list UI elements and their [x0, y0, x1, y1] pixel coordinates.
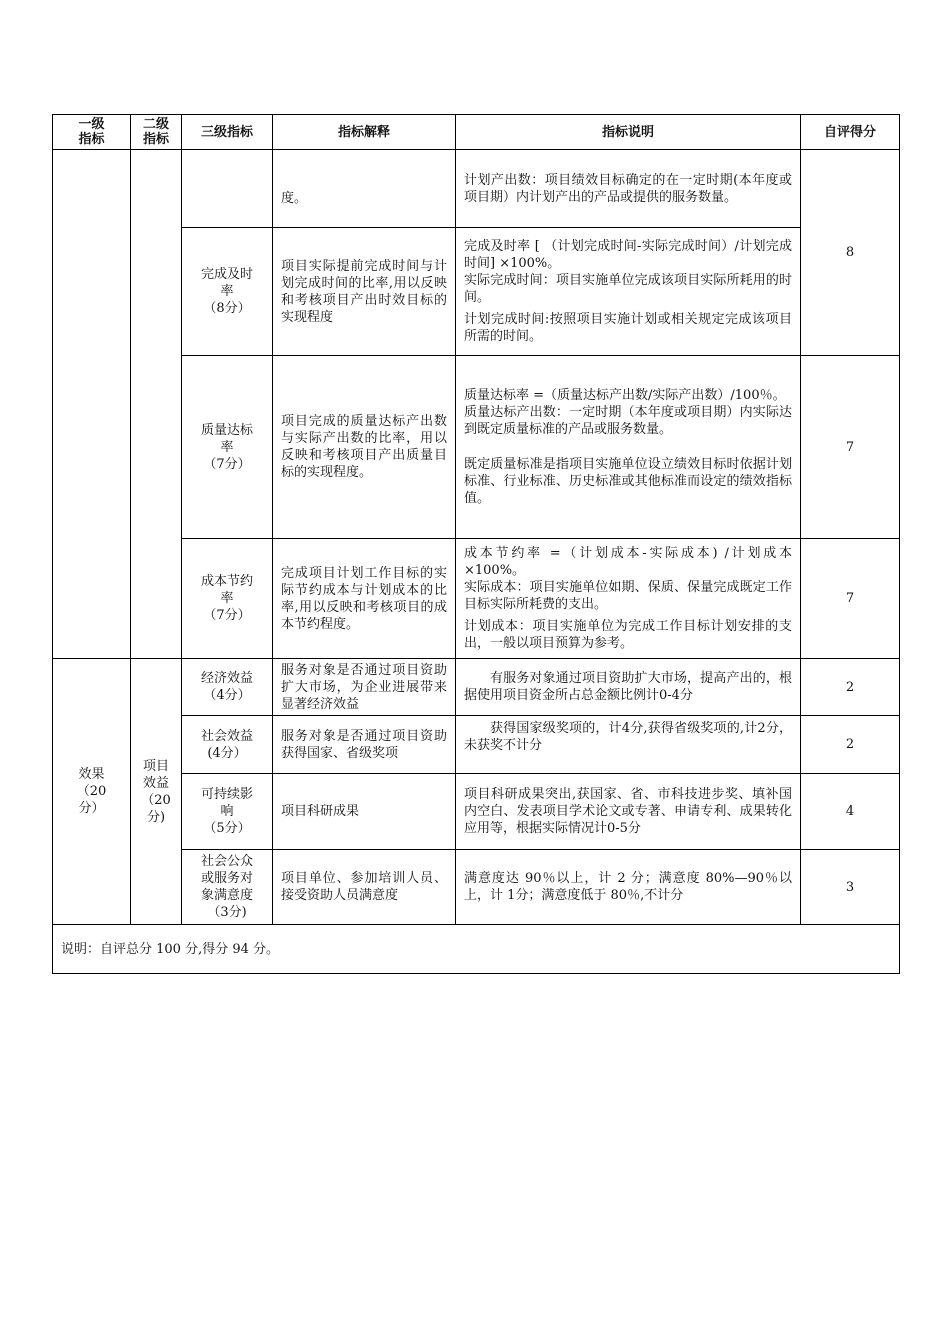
description-cell: 成本节约率 =（计划成本-实际成本) /计划成本×100%。 实际成本：项目实施单位如期、保质、保量完成既定工作目标实际所耗费的支出。 计划成本：项目实施单位为完成工作目标计划安排的支出，一般以项目预算为参考。	[456, 539, 801, 659]
explain-cell: 完成项目计划工作目标的实际节约成本与计划成本的比率,用以反映和考核项目的成本节约程度。	[273, 539, 456, 659]
header-level3: 三级指标	[182, 115, 273, 150]
explain-cell: 项目实际提前完成时间与计划完成时间的比率,用以反映和考核项目产出时效目标的实现程度	[273, 228, 456, 356]
description-cell: 计划产出数：项目绩效目标确定的在一定时期(本年度或项目期）内计划产出的产品或提供的服务数量。	[456, 150, 801, 228]
score-cell: 7	[801, 539, 900, 659]
level1-cell-empty	[53, 150, 131, 659]
score-cell: 2	[801, 659, 900, 716]
level2-cell: 项目 效益 （20 分)	[131, 659, 182, 925]
table-row	[53, 150, 900, 228]
score-cell: 4	[801, 774, 900, 850]
note-row	[53, 925, 900, 974]
description-cell: 完成及时率 [ （计划完成时间-实际完成时间）/计划完成时间] ×100%。 实际完成时间：项目实施单位完成该项目实际所耗用的时间。 计划完成时间:按照项目实施计划或相关规定完成该项目所需的时间。	[456, 228, 801, 356]
level3-cell-empty	[182, 150, 273, 228]
level3-cell: 社会效益 (4分）	[182, 716, 273, 774]
explain-cell: 项目科研成果	[273, 774, 456, 850]
score-cell: 3	[801, 850, 900, 925]
explain-cell: 项目完成的质量达标产出数与实际产出数的比率，用以反映和考核项目产出质量目标的实现程度。	[273, 356, 456, 539]
explain-cell: 服务对象是否通过项目资助获得国家、省级奖项	[273, 716, 456, 774]
header-description: 指标说明	[456, 115, 801, 150]
explain-cell: 项目单位、参加培训人员、接受资助人员满意度	[273, 850, 456, 925]
header-level1: 一级 指标	[53, 115, 131, 150]
score-cell: 2	[801, 716, 900, 774]
description-cell: 满意度达 90％以上，计 2 分；满意度 80%—90％以上，计 1分；满意度低于 80％,不计分	[456, 850, 801, 925]
explain-cell: 服务对象是否通过项目资助扩大市场，为企业进展带来显著经济效益	[273, 659, 456, 716]
explain-cell: 度。	[273, 150, 456, 228]
evaluation-table	[52, 114, 900, 974]
header-row	[53, 115, 900, 150]
description-cell: 质量达标率 =（质量达标产出数/实际产出数）/100％。 质量达标产出数：一定时期（本年度或项目期）内实际达到既定质量标准的产品或服务数量。 既定质量标准是指项目实施单位设立绩效目标时依据计划标准、行业标准、历史标准或其他标准而设定的绩效指标值。	[456, 356, 801, 539]
level2-cell-empty	[131, 150, 182, 659]
level1-cell: 效果 （20 分）	[53, 659, 131, 925]
description-cell: 获得国家级奖项的，计4分,获得省级奖项的,计2分，未获奖不计分	[456, 716, 801, 774]
level3-cell: 经济效益 （4分）	[182, 659, 273, 716]
level3-cell: 成本节约 率 （7分）	[182, 539, 273, 659]
header-score: 自评得分	[801, 115, 900, 150]
header-level2: 二级 指标	[131, 115, 182, 150]
level3-cell: 可持续影 响 （5分）	[182, 774, 273, 850]
summary-note: 说明：自评总分 100 分,得分 94 分。	[53, 925, 900, 974]
header-explain: 指标解释	[273, 115, 456, 150]
description-cell: 项目科研成果突出,获国家、省、市科技进步奖、填补国内空白、发表项目学术论文或专著、申请专利、成果转化应用等，根据实际情况计0-5分	[456, 774, 801, 850]
level3-cell: 完成及时 率 （8分）	[182, 228, 273, 356]
table-row	[53, 659, 900, 716]
level3-cell: 社会公众 或服务对 象满意度 （3分)	[182, 850, 273, 925]
score-cell: 8	[801, 150, 900, 356]
level3-cell: 质量达标 率 （7分）	[182, 356, 273, 539]
description-cell: 有服务对象通过项目资助扩大市场，提高产出的，根据使用项目资金所占总金额比例计0-4分	[456, 659, 801, 716]
score-cell: 7	[801, 356, 900, 539]
